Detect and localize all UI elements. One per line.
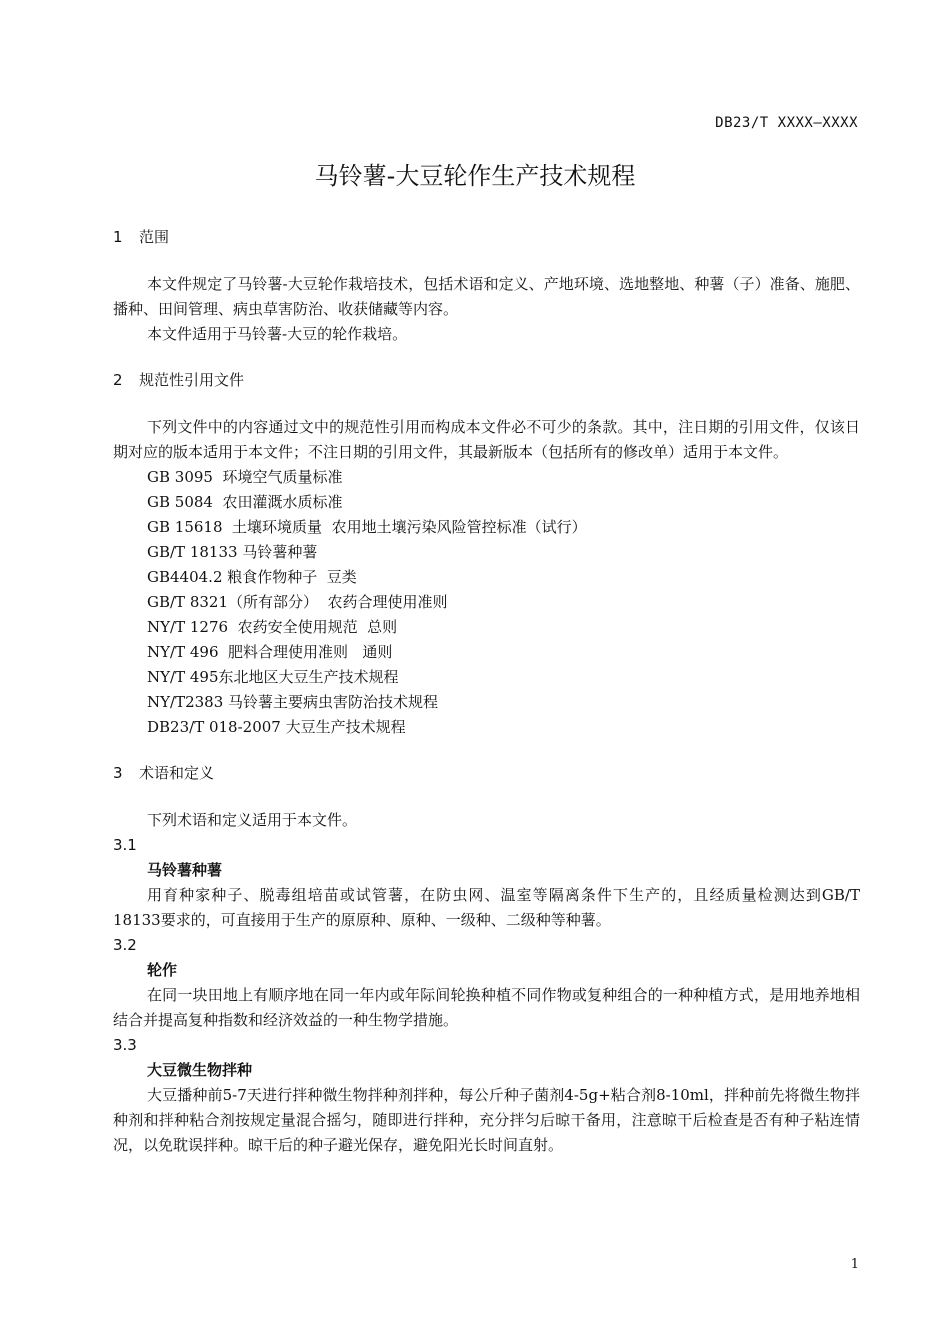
reference-item: GB 3095 环境空气质量标准 bbox=[147, 468, 343, 486]
reference-item: GB/T 18133 马铃薯种薯 bbox=[147, 543, 318, 561]
term-number: 3.1 bbox=[113, 836, 137, 854]
document-body bbox=[113, 226, 860, 1158]
section-number: 1 bbox=[113, 228, 123, 246]
section-number: 2 bbox=[113, 371, 123, 389]
section-title: 规范性引用文件 bbox=[139, 371, 245, 389]
section-title: 范围 bbox=[139, 228, 170, 246]
term-definition: 用育种家种子、脱毒组培苗或试管薯，在防虫网、温室等隔离条件下生产的，且经质量检测达到GB/T 18133要求的，可直接用于生产的原原种、原种、一级种、二级种等种薯。 bbox=[113, 886, 860, 929]
term-name: 马铃薯种薯 bbox=[147, 861, 223, 879]
reference-item: NY/T2383 马铃薯主要病虫害防治技术规程 bbox=[147, 693, 439, 711]
term-definition: 大豆播种前5-7天进行拌种微生物拌种剂拌种，每公斤种子菌剂4-5g+粘合剂8-10ml，拌种前先将微生物拌种剂和拌种粘合剂按规定量混合摇匀，随即进行拌种，充分拌匀后晾干备用，注意晾干后检查是否有种子粘连情况，以免耽误拌种。晾干后的种子避光保存，避免阳光长时间直射。 bbox=[113, 1086, 860, 1154]
term-name: 大豆微生物拌种 bbox=[147, 1061, 253, 1079]
paragraph: 本文件适用于马铃薯-大豆的轮作栽培。 bbox=[147, 325, 408, 343]
section-title: 术语和定义 bbox=[139, 764, 215, 782]
paragraph: 本文件规定了马铃薯-大豆轮作栽培技术，包括术语和定义、产地环境、选地整地、种薯（子）准备、施肥、播种、田间管理、病虫草害防治、收获储藏等内容。 bbox=[113, 275, 860, 318]
document-title: 马铃薯-大豆轮作生产技术规程 bbox=[314, 162, 636, 190]
term-number: 3.3 bbox=[113, 1036, 137, 1054]
page-number: 1 bbox=[850, 1257, 859, 1272]
reference-item: GB 5084 农田灌溉水质标准 bbox=[147, 493, 343, 511]
reference-item: GB/T 8321（所有部分） 农药合理使用准则 bbox=[147, 593, 448, 611]
section-heading bbox=[113, 369, 860, 391]
term-definition: 在同一块田地上有顺序地在同一年内或年际间轮换种植不同作物或复种组合的一种种植方式，是用地养地相结合并提高复种指数和经济效益的一种生物学措施。 bbox=[113, 986, 860, 1029]
reference-item: NY/T 495东北地区大豆生产技术规程 bbox=[147, 668, 399, 686]
paragraph: 下列术语和定义适用于本文件。 bbox=[147, 811, 358, 829]
reference-item: NY/T 1276 农药安全使用规范 总则 bbox=[147, 618, 398, 636]
term-number: 3.2 bbox=[113, 936, 137, 954]
reference-item: GB 15618 土壤环境质量 农用地土壤污染风险管控标准（试行） bbox=[147, 518, 587, 536]
term-name: 轮作 bbox=[147, 961, 178, 979]
reference-item: NY/T 496 肥料合理使用准则 通则 bbox=[147, 643, 393, 661]
reference-item: GB4404.2 粮食作物种子 豆类 bbox=[147, 568, 357, 586]
section-number: 3 bbox=[113, 764, 123, 782]
reference-item: DB23/T 018-2007 大豆生产技术规程 bbox=[147, 718, 406, 736]
document-number: DB23/T XXXX—XXXX bbox=[715, 115, 858, 131]
section-heading bbox=[113, 762, 860, 784]
paragraph: 下列文件中的内容通过文中的规范性引用而构成本文件必不可少的条款。其中，注日期的引用文件，仅该日期对应的版本适用于本文件；不注日期的引用文件，其最新版本（包括所有的修改单）适用于本文件。 bbox=[113, 418, 860, 461]
section-heading bbox=[113, 226, 860, 248]
reference-list bbox=[113, 465, 860, 740]
